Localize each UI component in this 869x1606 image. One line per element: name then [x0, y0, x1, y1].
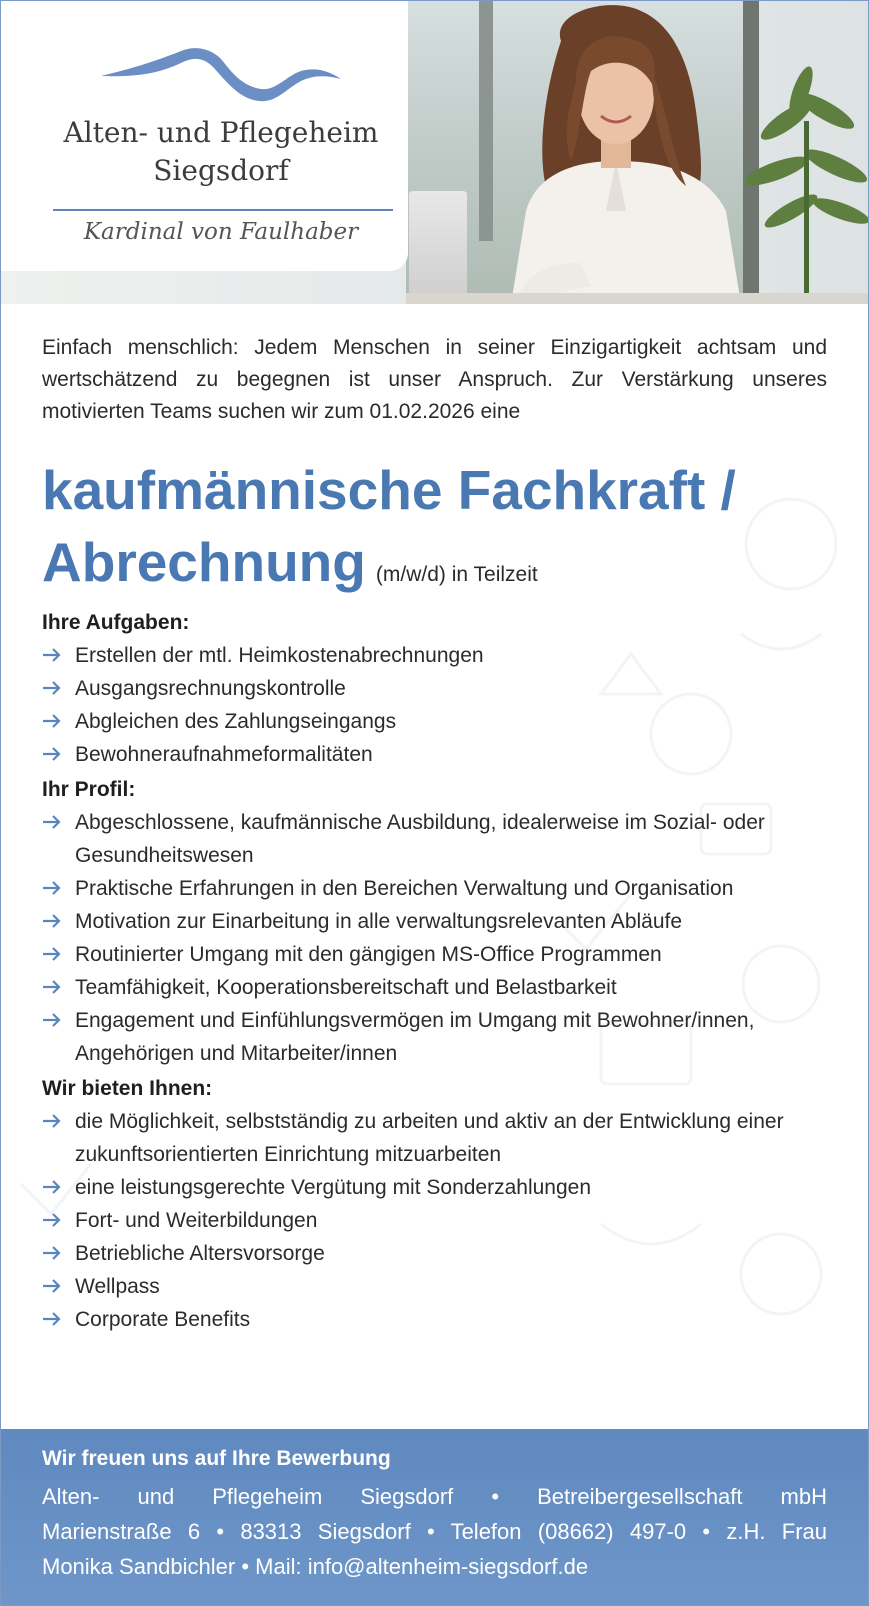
arrow-right-icon: [42, 746, 62, 762]
profile-list: [42, 806, 832, 1070]
list-item: [42, 1303, 832, 1336]
footer-heading: Wir freuen uns auf Ihre Bewerbung: [42, 1447, 391, 1470]
list-item: [42, 806, 832, 872]
logo-title: [31, 114, 411, 190]
intro-text: Einfach menschlich: Jedem Menschen in seiner Einzigartigkeit achtsam und wertschätzend zu begegnen ist unser Anspruch. Zur Verstärkung unseres motivierten Teams suchen wir zum 01.02.2026 eine: [42, 336, 827, 423]
list-item-text: Abgeschlossene, kaufmännische Ausbildung, idealerweise im Sozial- oder Gesundheitswesen: [75, 811, 765, 867]
list-item-text: eine leistungsgerechte Vergütung mit Sonderzahlungen: [75, 1176, 592, 1199]
profile-heading: Ihr Profil:: [42, 778, 136, 801]
mountains-icon: [101, 41, 341, 106]
list-item: [42, 905, 832, 938]
arrow-right-icon: [42, 713, 62, 729]
list-item: [42, 938, 832, 971]
list-item-text: Praktische Erfahrungen in den Bereichen Verwaltung und Organisation: [75, 877, 734, 900]
logo-divider: [53, 209, 393, 211]
arrow-right-icon: [42, 979, 62, 995]
list-item-text: Corporate Benefits: [75, 1308, 251, 1331]
list-item-text: Routinierter Umgang mit den gängigen MS-Office Programmen: [75, 943, 662, 966]
arrow-right-icon: [42, 680, 62, 696]
list-item-text: Motivation zur Einarbeitung in alle verwaltungsrelevanten Abläufe: [75, 910, 683, 933]
list-item-text: Abgleichen des Zahlungseingangs: [75, 710, 397, 733]
arrow-right-icon: [42, 1113, 62, 1129]
job-title-line2: Abrechnung: [42, 531, 366, 593]
job-sections: [42, 604, 832, 1336]
arrow-right-icon: [42, 814, 62, 830]
list-item-text: Betriebliche Altersvorsorge: [75, 1242, 325, 1265]
arrow-right-icon: [42, 647, 62, 663]
tasks-list: [42, 639, 832, 771]
list-item: [42, 672, 832, 705]
logo-subtitle: Kardinal von Faulhaber: [83, 219, 359, 245]
arrow-right-icon: [42, 946, 62, 962]
footer-contact: Monika Sandbichler • Mail: info@altenheim-siegsdorf.de: [42, 1554, 589, 1579]
arrow-right-icon: [42, 1311, 62, 1327]
arrow-right-icon: [42, 1179, 62, 1195]
list-item: [42, 738, 832, 771]
list-item-text: die Möglichkeit, selbstständig zu arbeiten und aktiv an der Entwicklung einer zukunftsorientierten Einrichtung mitzuarbeiten: [75, 1110, 784, 1166]
list-item-text: Ausgangsrechnungskontrolle: [75, 677, 346, 700]
arrow-right-icon: [42, 1212, 62, 1228]
list-item-text: Teamfähigkeit, Kooperationsbereitschaft und Belastbarkeit: [75, 976, 617, 999]
list-item: [42, 971, 832, 1004]
list-item: [42, 1105, 832, 1171]
job-title-suffix: (m/w/d) in Teilzeit: [375, 563, 538, 586]
list-item-text: Engagement und Einfühlungsvermögen im Umgang mit Bewohner/innen, Angehörigen und Mitarbeiter/innen: [75, 1009, 755, 1065]
list-item: [42, 1204, 832, 1237]
list-item: [42, 872, 832, 905]
list-item: [42, 1004, 832, 1070]
arrow-right-icon: [42, 1245, 62, 1261]
main-content: [1, 304, 868, 1429]
arrow-right-icon: [42, 1278, 62, 1294]
logo-name-line2: Siegsdorf: [153, 154, 289, 187]
list-item-text: Fort- und Weiterbildungen: [75, 1209, 318, 1232]
offer-list: [42, 1105, 832, 1336]
arrow-right-icon: [42, 913, 62, 929]
contact-footer: [1, 1429, 868, 1605]
arrow-right-icon: [42, 1012, 62, 1028]
job-title-line1: kaufmännische Fachkraft /: [42, 459, 736, 521]
offer-heading: Wir bieten Ihnen:: [42, 1077, 213, 1100]
list-item-text: Wellpass: [75, 1275, 160, 1298]
list-item-text: Erstellen der mtl. Heimkostenabrechnungen: [75, 644, 484, 667]
logo-card: [1, 1, 408, 271]
arrow-right-icon: [42, 880, 62, 896]
job-title: [42, 454, 842, 611]
list-item: [42, 1171, 832, 1204]
list-item-text: Bewohneraufnahmeformalitäten: [75, 743, 373, 766]
footer-company: Alten- und Pflegeheim Siegsdorf • Betreibergesellschaft mbH: [42, 1484, 827, 1509]
list-item: [42, 1270, 832, 1303]
logo-name-line1: Alten- und Pflegeheim: [63, 116, 379, 149]
woman-at-laptop-photo: [441, 1, 771, 304]
list-item: [42, 1237, 832, 1270]
header-banner: [1, 1, 868, 304]
desk: [406, 293, 868, 304]
tasks-heading: Ihre Aufgaben:: [42, 611, 190, 634]
footer-address: Marienstraße 6 • 83313 Siegsdorf • Telefon (08662) 497-0 • z.H. Frau: [42, 1519, 827, 1544]
list-item: [42, 705, 832, 738]
list-item: [42, 639, 832, 672]
